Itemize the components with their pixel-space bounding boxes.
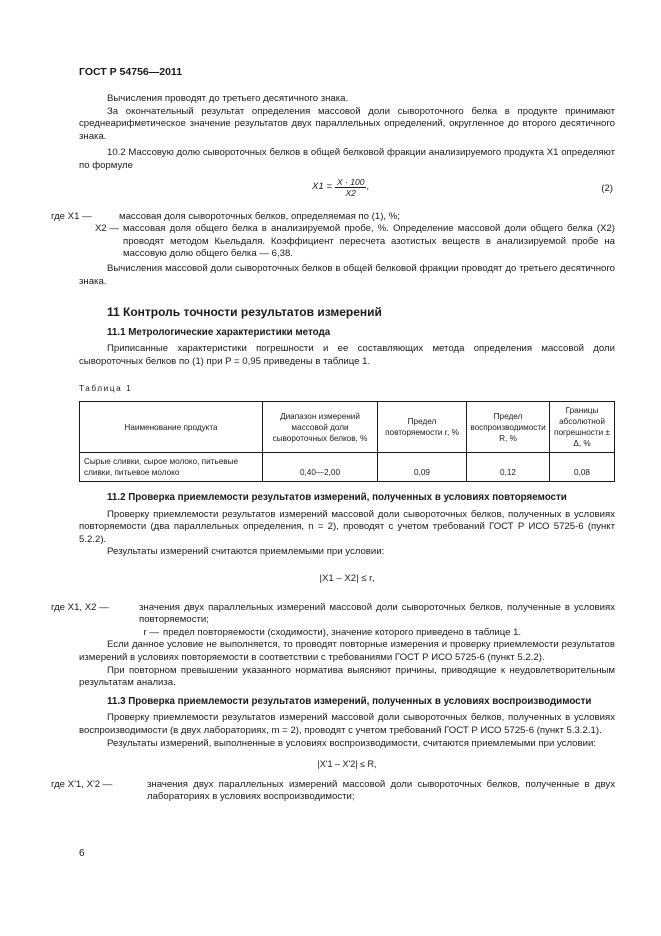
paragraph: Проверку приемлемости результатов измерений массовой доли сывороточных белков, полученных в условиях воспроизводимости (в двух лабораториях, m = 2), проводят с учетом требований ГОСТ Р ИСО 5725-6 (пункт 5.3.2.1).	[79, 712, 615, 736]
definition-text: значения двух параллельных измерений массовой доли сывороточных белков, полученные в двух лабораториях в условиях воспроизводимости;	[147, 778, 615, 803]
data-table	[79, 401, 615, 482]
condition-formula: |X'1 – X'2| ≤ R,	[317, 759, 377, 770]
table-header-row	[80, 402, 615, 453]
document-header: ГОСТ Р 54756—2011	[79, 66, 183, 78]
definition-item	[51, 211, 615, 224]
table-cell: 0,09	[378, 453, 467, 482]
table-cell: 0,12	[467, 453, 550, 482]
definitions-list	[51, 778, 615, 804]
definition-text: массовая доля общего белка в анализируемой пробе, %. Определение массовой доли общего белка (X2) проводят методом Кьельдаля. Коэффициент пересчета азотистых веществ в анализируемой пробе на массовую долю общего белка — 6,38.	[123, 223, 615, 260]
table-header-cell: Предел воспроизводимости R, %	[467, 402, 550, 453]
table-cell: 0,40—2,00	[263, 453, 378, 482]
document-body	[51, 93, 615, 804]
definition-text: массовая доля сывороточных белков, определяемая по (1), %;	[119, 210, 400, 222]
table-row	[80, 453, 615, 482]
table-header-cell: Диапазон измерений массовой доли сывороточных белков, %	[263, 402, 378, 453]
subsection-heading: 11.3 Проверка приемлемости результатов измерений, полученных в условиях воспроизводимости	[107, 695, 592, 707]
paragraph: За окончательный результат определения массовой доли сывороточного белка в продукте принимают среднеарифметическое значение результатов двух параллельных определений, округленное до второго десятичного знака.	[79, 105, 615, 142]
definition-text: предел повторяемости (сходимости), значение которого приведено в таблице 1.	[163, 626, 522, 638]
table-cell: 0,08	[550, 453, 615, 482]
definition-term: где X1, X2 —	[51, 601, 109, 613]
paragraph: Результаты измерений, выполненные в условиях воспроизводимости, считаются приемлемыми при условии:	[107, 737, 596, 749]
paragraph: Вычисления массовой доли сывороточных белков в общей белковой фракции проводят до третьего десятичного знака.	[79, 262, 615, 287]
section-heading: 11 Контроль точности результатов измерений	[107, 305, 382, 320]
paragraph: Приписанные характеристики погрешности и ее составляющих метода определения массовой доли сывороточных белков по (1) при P = 0,95 приведены в таблице 1.	[79, 343, 615, 367]
paragraph: 10.2 Массовую долю сывороточных белков в общей белковой фракции анализируемого продукта X1 определяют по формуле	[79, 147, 615, 171]
page-number: 6	[79, 848, 85, 859]
definition-text: значения двух параллельных измерений массовой доли сывороточных белков, полученные в условиях повторяемости;	[139, 601, 615, 626]
definition-item	[51, 602, 615, 627]
definition-item	[79, 223, 615, 261]
definitions-list	[51, 210, 615, 261]
formula-tail: ,	[366, 180, 370, 192]
definition-term: где X1 —	[51, 210, 92, 222]
paragraph: Вычисления проводят до третьего десятичного знака.	[107, 93, 349, 104]
equation-number: (2)	[601, 182, 613, 194]
formula-denominator: X2	[345, 187, 356, 198]
definitions-list	[51, 601, 615, 640]
definition-term: r —	[143, 626, 159, 638]
table-header-cell: Предел повторяемости r, %	[378, 402, 467, 453]
table-cell: Сырые сливки, сырое молоко, питьевые сливки, питьевое молоко	[80, 453, 263, 482]
definition-item	[79, 627, 615, 640]
formula-2	[79, 177, 615, 207]
formula-fraction	[335, 177, 366, 198]
paragraph: При повторном превышении указанного норматива выясняют причины, приводящие к неудовлетворительным результатам анализа.	[79, 664, 615, 689]
formula-numerator: X · 100	[337, 176, 365, 187]
definition-item	[51, 779, 615, 804]
paragraph: Если данное условие не выполняется, то проводят повторные измерения и проверку приемлемости результатов измерений в условиях повторяемости в соответствии с требованиями ГОСТ Р ИСО 5725-6 (пункт 5.2.2).	[79, 639, 615, 664]
formula-lhs: X1 =	[312, 180, 333, 192]
paragraph: Проверку приемлемости результатов измерений массовой доли сывороточных белков, полученных в условиях повторяемости (два параллельных определения, n = 2), проводят с учетом требований ГОСТ Р ИСО 5725-6 (пункт 5.2.2).	[79, 508, 615, 545]
condition-formula: |X1 – X2| ≤ r,	[319, 573, 375, 585]
subsection-heading: 11.1 Метрологические характеристики метода	[107, 326, 331, 338]
table-header-cell: Наименование продукта	[80, 402, 263, 453]
table-header-cell: Границы абсолютной погрешности ± Δ, %	[550, 402, 615, 453]
formula-expression	[312, 177, 369, 198]
subsection-heading: 11.2 Проверка приемлемости результатов измерений, полученных в условиях повторяемости	[107, 492, 567, 504]
table-caption: Таблица 1	[79, 383, 133, 393]
definition-term: где X'1, X'2 —	[51, 778, 113, 790]
paragraph: Результаты измерений считаются приемлемыми при условии:	[107, 546, 385, 558]
definition-term: X2 —	[95, 223, 119, 235]
